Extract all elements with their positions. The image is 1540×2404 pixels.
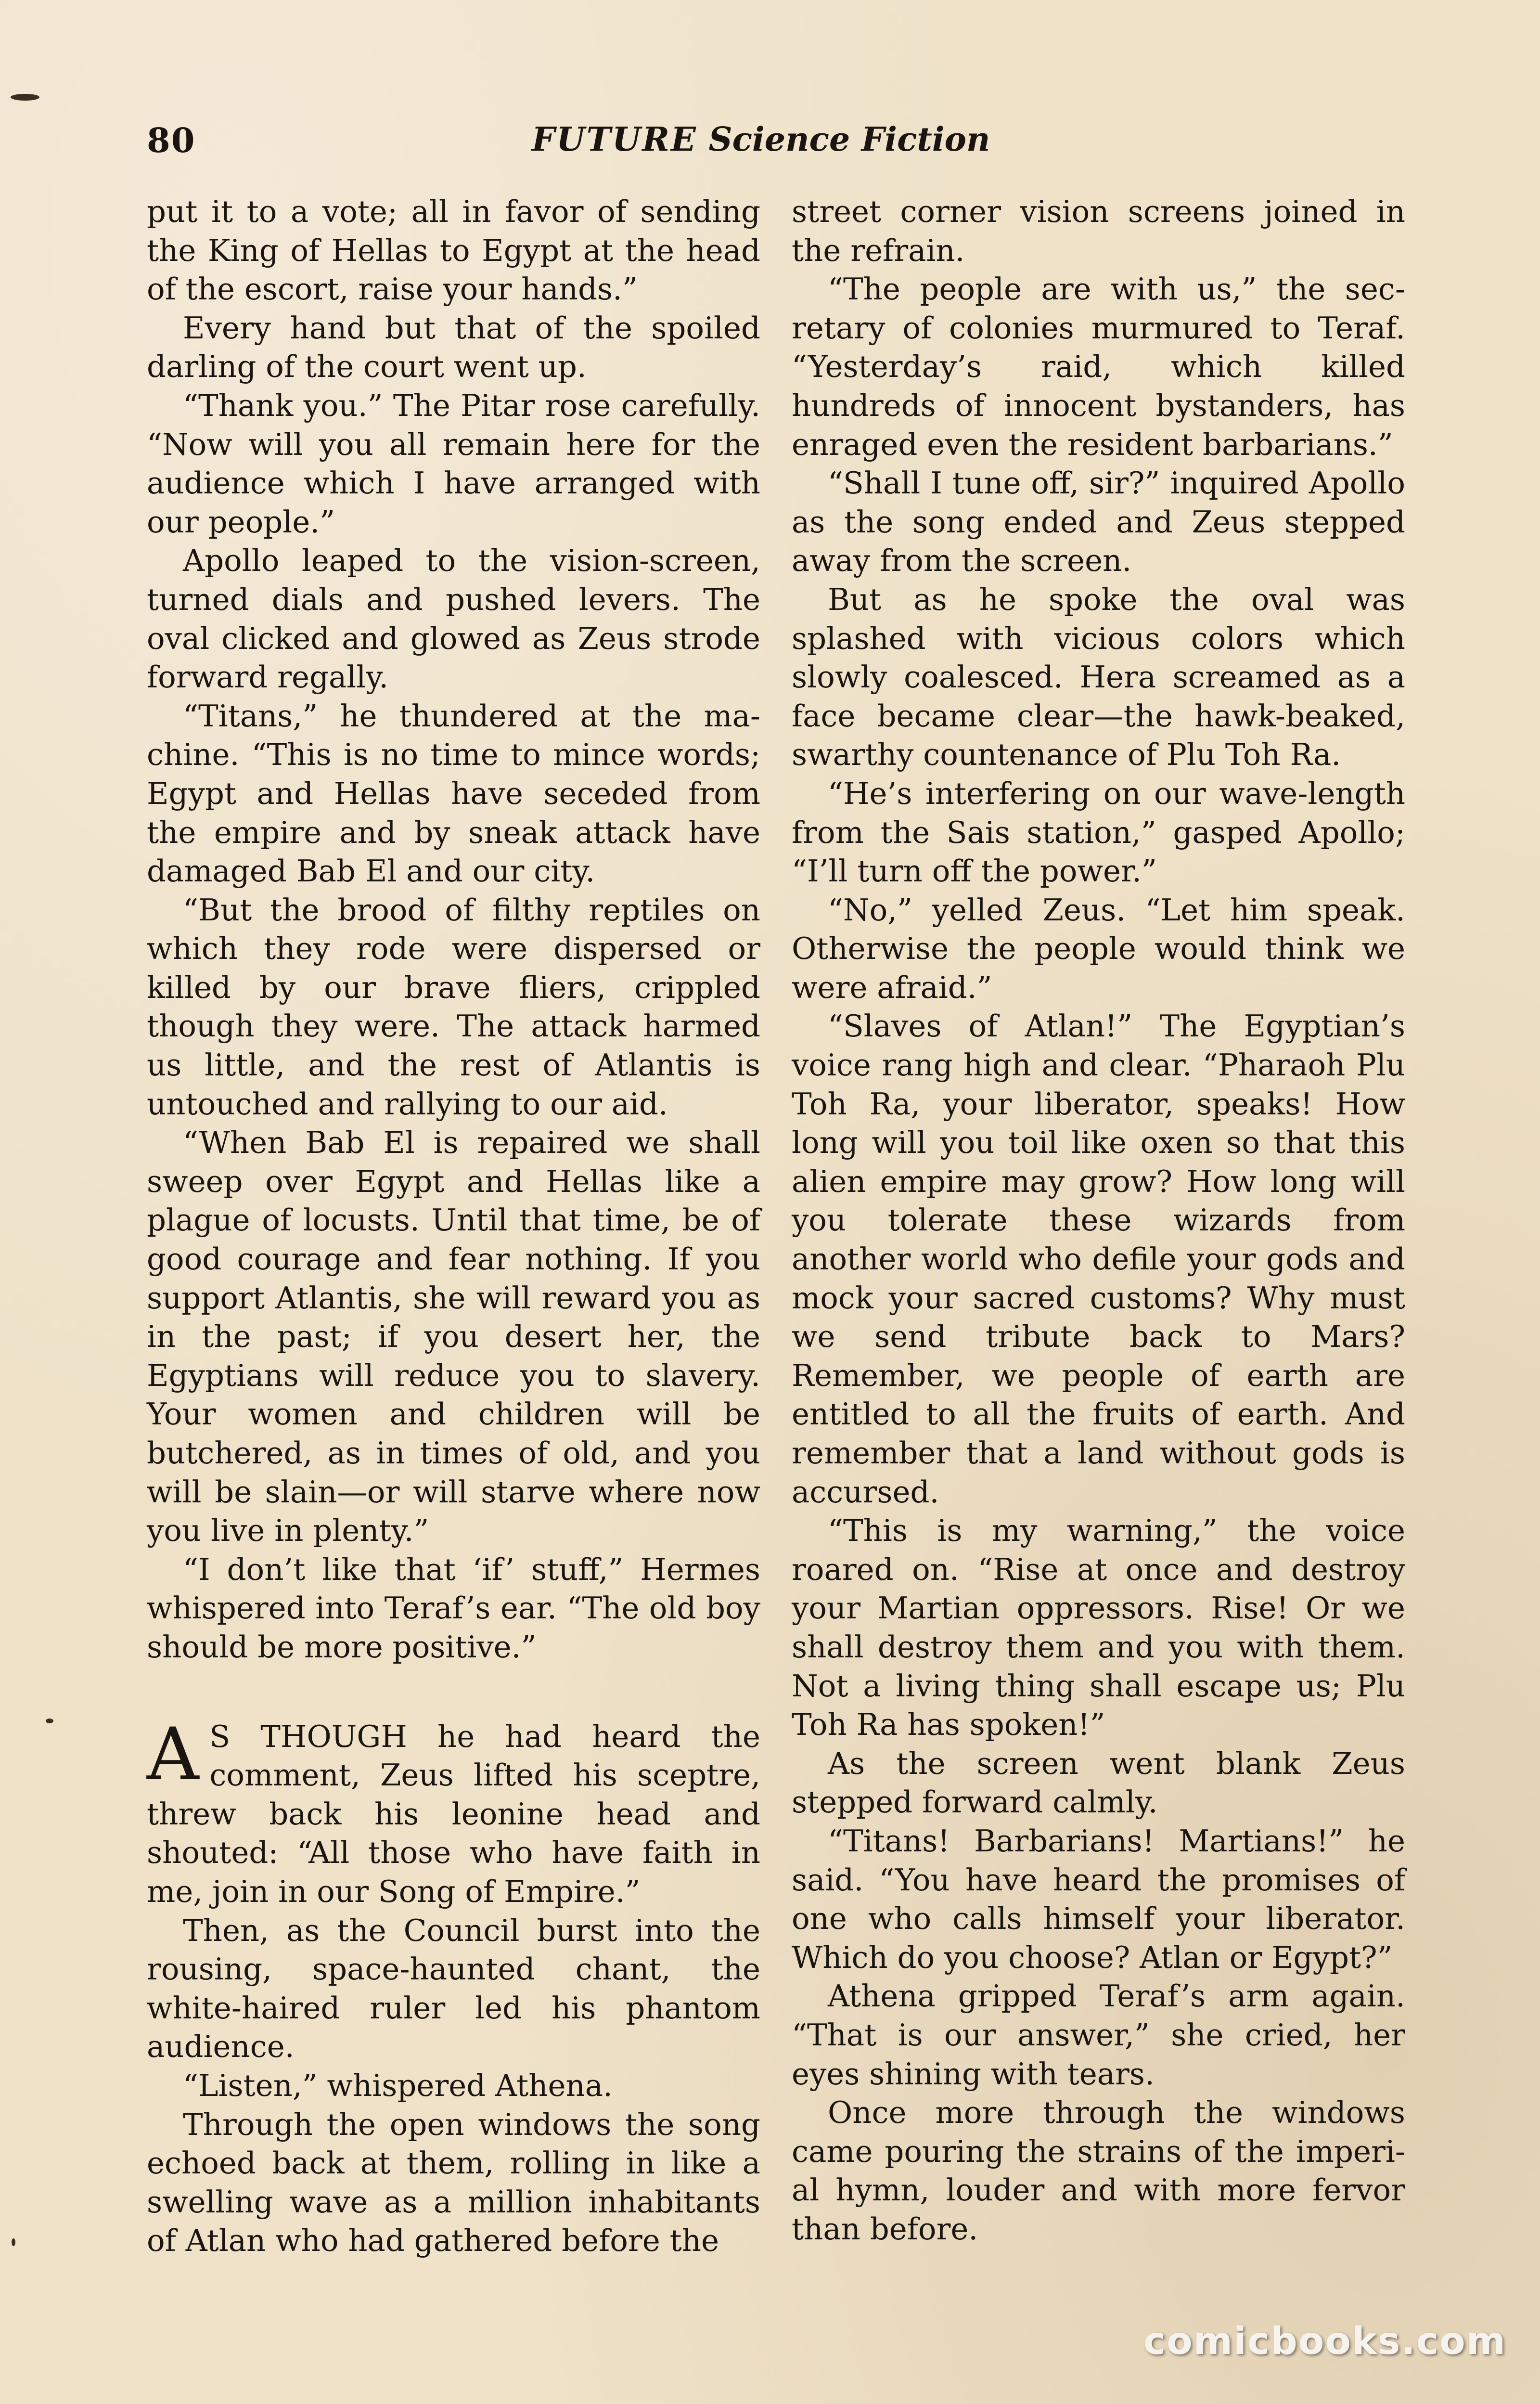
paragraph: “I don’t like that ‘if’ stuff,” Hermes whispered into Teraf’s ear. “The old boy should be more positive.” bbox=[147, 1551, 760, 1665]
magazine-title bbox=[532, 120, 990, 159]
paragraph: “The people are with us,” the secretary of colonies murmured to Teraf. “Yesterday’s raid, which killed hundreds of innocent bystanders, has enraged even the resident barbarians.” bbox=[792, 271, 1405, 462]
section-opening-text: S THOUGH he had heard the comment, Zeus lifted his sceptre, threw back his leonine head and shouted: “All those who have faith in me, join in our Song of Empire.” bbox=[147, 1719, 760, 1909]
paragraph: “Thank you.” The Pitar rose carefully. “Now will you all remain here for the audience which I have arranged with our people.” bbox=[147, 388, 760, 540]
paper-speck bbox=[12, 2238, 15, 2246]
magazine-title-rest: Science Fiction bbox=[697, 120, 990, 159]
paragraph: Through the open windows the song echoed back at them, rolling in like a swelling wave as a million inhabitants of Atlan who had gathered before the bbox=[147, 2107, 760, 2259]
paragraph: street corner vision screens joined in the refrain. bbox=[792, 194, 1405, 268]
paragraph: “This is my warning,” the voice roared on. “Rise at once and destroy your Martian oppressors. Rise! Or we shall destroy them and you with them. Not a living thing shall escape us; Plu Toh Ra has spoken!” bbox=[792, 1513, 1405, 1743]
paragraph: “He’s interfering on our wave-length from the Sais station,” gasped Apollo; “I’ll turn off the power.” bbox=[792, 775, 1405, 889]
paper-speck bbox=[46, 1719, 53, 1723]
page-number: 80 bbox=[147, 120, 196, 160]
watermark: comicbooks.com bbox=[1143, 2320, 1506, 2363]
paper-speck bbox=[11, 94, 39, 101]
paragraph: “When Bab El is repaired we shall sweep over Egypt and Hellas like a plague of locusts. Until that time, be of good courage and fear nothing. If you support Atlantis, she will reward you as in the past; if you desert her, the Egyptians will reduce you to slavery. Your women and children will be butchered, as in times of old, and you will be slain—or will starve where now you live in plenty.” bbox=[147, 1125, 760, 1549]
paragraph: put it to a vote; all in favor of sending the King of Hellas to Egypt at the head of the escort, raise your hands.” bbox=[147, 194, 760, 307]
drop-cap: A bbox=[147, 1712, 199, 1797]
section-opening-paragraph bbox=[147, 1712, 760, 1912]
paragraph: “Shall I tune off, sir?” inquired Apollo as the song ended and Zeus stepped away from the screen. bbox=[792, 465, 1405, 579]
paragraph: “No,” yelled Zeus. “Let him speak. Otherwise the people would think we were afraid.” bbox=[792, 892, 1405, 1005]
paragraph: As the screen went blank Zeus stepped forward calmly. bbox=[792, 1745, 1405, 1820]
section-break bbox=[147, 1667, 760, 1718]
paragraph: “But the brood of filthy reptiles on which they rode were dispersed or killed by our brave fliers, crippled though they were. The attack harmed us little, and the rest of Atlantis is untouched and rallying to our aid. bbox=[147, 892, 760, 1122]
paragraph: “Listen,” whispered Athena. bbox=[183, 2068, 613, 2103]
paragraph: “Titans,” he thundered at the machine. “This is no time to mince words; Egypt and Hellas have seceded from the empire and by sneak attack have damaged Bab El and our city. bbox=[147, 698, 760, 889]
paragraph: Every hand but that of the spoiled darling of the court went up. bbox=[147, 310, 760, 385]
paragraph: Then, as the Council burst into the rousing, space-haunted chant, the white-haired ruler led his phantom audience. bbox=[147, 1913, 760, 2065]
paragraph: Athena gripped Teraf’s arm again. “That is our answer,” she cried, her eyes shining with tears. bbox=[792, 1978, 1405, 2092]
paragraph: But as he spoke the oval was splashed with vicious colors which slowly coalesced. Hera screamed as a face became clear—the hawk-beaked, swarthy countenance of Plu Toh Ra. bbox=[792, 582, 1405, 773]
paragraph: “Slaves of Atlan!” The Egyptian’s voice rang high and clear. “Pharaoh Plu Toh Ra, your liberator, speaks! How long will you toil like oxen so that this alien empire may grow? How long will you tolerate these wizards from another world who defile your gods and mock your sacred customs? Why must we send tribute back to Mars? Remember, we people of earth are entitled to all the fruits of earth. And remember that a land without gods is accursed. bbox=[792, 1008, 1405, 1510]
magazine-title-strong: FUTURE bbox=[532, 120, 697, 159]
left-column bbox=[147, 193, 760, 2261]
page-header bbox=[147, 120, 1417, 173]
paragraph: Once more through the windows came pouring the strains of the imperial hymn, louder and with more fervor than before. bbox=[792, 2095, 1405, 2247]
paragraph: “Titans! Barbarians! Martians!” he said. “You have heard the promises of one who calls himself your liberator. Which do you choose? Atlan or Egypt?” bbox=[792, 1823, 1405, 1975]
paragraph: Apollo leaped to the vision-screen, turned dials and pushed levers. The oval clicked and glowed as Zeus strode forward regally. bbox=[147, 543, 760, 695]
right-column bbox=[792, 193, 1405, 2249]
